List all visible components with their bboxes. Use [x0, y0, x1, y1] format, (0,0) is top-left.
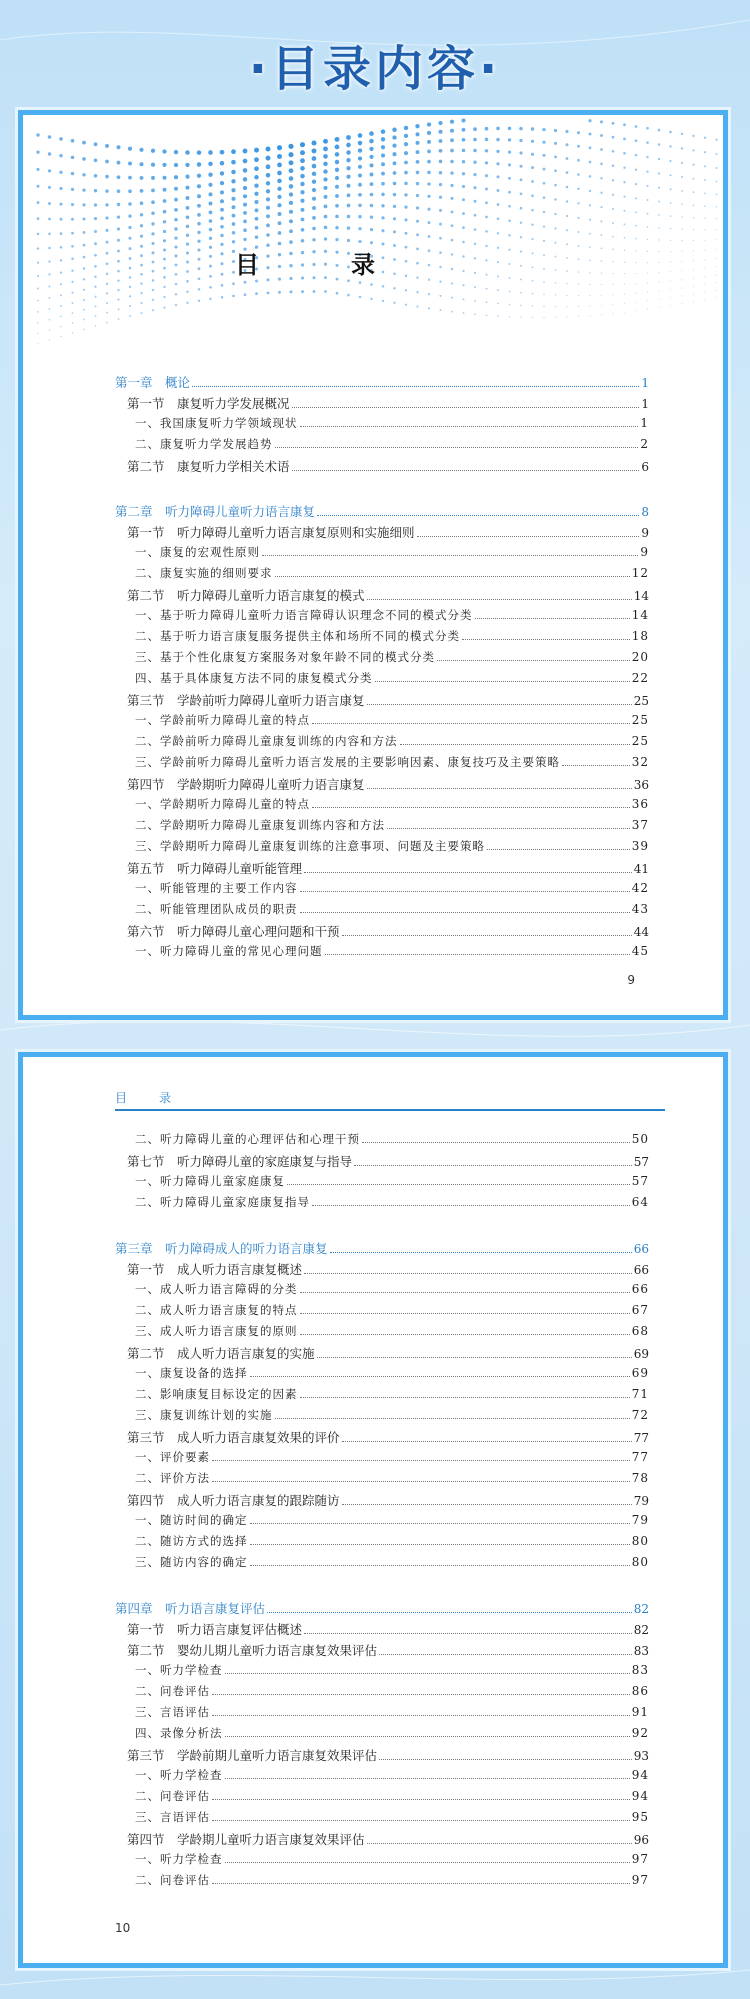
dot-leader [212, 1460, 630, 1461]
toc-entry-title: 一、康复的宏观性原则 [135, 545, 260, 559]
toc-entry-title: 二、评价方法 [135, 1471, 210, 1485]
toc-entry-title: 三、言语评估 [135, 1705, 210, 1719]
toc-item-entry[interactable] [115, 607, 649, 628]
toc-entry-title: 一、听力学检查 [135, 1768, 223, 1782]
dot-leader [225, 1778, 630, 1779]
toc-entry-title: 第五节 听力障碍儿童听能管理 [127, 861, 303, 876]
toc-entry-page: 96 [633, 1833, 649, 1847]
toc-entry-page: 14 [633, 589, 649, 603]
toc-entry-page: 86 [631, 1684, 649, 1698]
toc-entry-page: 68 [631, 1324, 649, 1338]
toc-entry-page: 95 [631, 1810, 649, 1824]
toc-entry-title: 二、影响康复目标设定的因素 [135, 1387, 298, 1401]
dot-leader [367, 704, 632, 705]
toc-entry-title: 二、康复听力学发展趋势 [135, 437, 273, 451]
toc-section-entry[interactable] [115, 523, 649, 544]
toc-entry-page: 39 [631, 839, 649, 853]
toc-entry-title: 一、听能管理的主要工作内容 [135, 881, 298, 895]
toc-item-entry[interactable] [115, 796, 649, 817]
toc-entry-page: 91 [631, 1705, 649, 1719]
toc-entry-title: 第二节 婴幼儿期儿童听力语言康复效果评估 [127, 1643, 378, 1658]
dot-leader [342, 935, 632, 936]
toc-entry-title: 四、录像分析法 [135, 1726, 223, 1740]
toc-entry-title: 第一节 听力障碍儿童听力语言康复原则和实施细则 [127, 525, 415, 540]
toc-entry-title: 第二节 康复听力学相关术语 [127, 459, 290, 474]
toc-entry-title: 第三节 学龄前听力障碍儿童听力语言康复 [127, 693, 365, 708]
dot-leader [325, 954, 630, 955]
toc-entry-title: 一、学龄期听力障碍儿童的特点 [135, 797, 310, 811]
toc-entry-page: 66 [631, 1282, 649, 1296]
dot-leader [212, 1715, 630, 1716]
toc-entry-page: 94 [631, 1768, 649, 1782]
toc-item-entry[interactable] [115, 1131, 649, 1152]
dot-leader [292, 407, 640, 408]
toc-chapter-entry[interactable] [115, 502, 649, 523]
toc-entry-page: 43 [631, 902, 649, 916]
toc-item-entry[interactable] [115, 838, 649, 859]
toc-item-entry[interactable] [115, 1302, 649, 1323]
toc-heading: 目 录 [235, 251, 409, 279]
toc-entry-title: 二、听力障碍儿童的心理评估和心理干预 [135, 1132, 360, 1146]
toc-entry-title: 一、康复设备的选择 [135, 1366, 248, 1380]
toc-item-entry[interactable] [115, 901, 649, 922]
toc-chapter-entry[interactable] [115, 1599, 649, 1620]
toc-entry-title: 第四节 学龄期儿童听力语言康复效果评估 [127, 1832, 365, 1847]
toc-entry-page: 78 [631, 1471, 649, 1485]
toc-entry-title: 第四节 成人听力语言康复的跟踪随访 [127, 1493, 340, 1508]
dot-leader [225, 1673, 630, 1674]
toc-entry-page: 97 [631, 1873, 649, 1887]
dot-leader [212, 1481, 630, 1482]
toc-entry-page: 12 [631, 566, 649, 580]
dot-leader [400, 744, 630, 745]
toc-item-entry[interactable] [115, 1851, 649, 1872]
toc-entry-title: 三、随访内容的确定 [135, 1555, 248, 1569]
toc-entry-page: 8 [641, 505, 649, 519]
toc-entry-page: 9 [641, 526, 649, 540]
toc-item-entry[interactable] [115, 754, 649, 775]
toc-spacer [115, 478, 649, 502]
toc-entry-title: 三、成人听力语言康复的原则 [135, 1324, 298, 1338]
toc-entry-page: 1 [641, 397, 649, 411]
toc-section-entry[interactable] [115, 586, 649, 607]
toc-entry-title: 二、问卷评估 [135, 1789, 210, 1803]
toc-item-entry[interactable] [115, 436, 649, 457]
dot-leader [300, 1313, 630, 1314]
toc-item-entry[interactable] [115, 1872, 649, 1893]
dot-leader [300, 891, 630, 892]
dot-leader [379, 1654, 632, 1655]
toc-entry-page: 37 [631, 818, 649, 832]
toc-entry-title: 二、基于听力语言康复服务提供主体和场所不同的模式分类 [135, 629, 460, 643]
toc-entry-page: 6 [641, 460, 649, 474]
dot-leader [300, 426, 639, 427]
toc-entry-title: 第二节 听力障碍儿童听力语言康复的模式 [127, 588, 365, 603]
toc-item-entry[interactable] [115, 943, 649, 964]
toc-item-entry[interactable] [115, 1512, 649, 1533]
toc-entry-page: 77 [631, 1450, 649, 1464]
toc-entry-page: 14 [631, 608, 649, 622]
toc-entry-page: 20 [631, 650, 649, 664]
toc-entry-page: 1 [640, 416, 649, 430]
dot-leader [312, 807, 630, 808]
toc-item-entry[interactable] [115, 1683, 649, 1704]
dot-leader [375, 681, 630, 682]
dot-leader [354, 1165, 632, 1166]
toc-entry-title: 一、我国康复听力学领域现状 [135, 416, 298, 430]
toc-entry-title: 一、听力学检查 [135, 1852, 223, 1866]
toc-entry-title: 一、基于听力障碍儿童听力语言障碍认识理念不同的模式分类 [135, 608, 473, 622]
toc-section-entry[interactable] [115, 1746, 649, 1767]
dot-leader [267, 1612, 632, 1613]
toc-entry-title: 二、听能管理团队成员的职责 [135, 902, 298, 916]
toc-section-entry[interactable] [115, 1428, 649, 1449]
toc-entry-page: 45 [631, 944, 649, 958]
toc-entry-page: 41 [633, 862, 649, 876]
page-number: 9 [627, 973, 635, 987]
toc-section-entry[interactable] [115, 1620, 649, 1641]
toc-entry-page: 42 [631, 881, 649, 895]
toc-entry-page: 92 [631, 1726, 649, 1740]
toc-section-entry[interactable] [115, 1260, 649, 1281]
toc-item-entry[interactable] [115, 1407, 649, 1428]
dot-leader [475, 618, 630, 619]
toc-entry-title: 四、基于具体康复方法不同的康复模式分类 [135, 671, 373, 685]
toc-entry-page: 36 [633, 778, 649, 792]
toc-entry-page: 2 [640, 437, 649, 451]
toc-item-entry[interactable] [115, 733, 649, 754]
toc-entry-page: 71 [631, 1387, 649, 1401]
dot-leader [317, 1357, 632, 1358]
toc-item-entry[interactable] [115, 1470, 649, 1491]
toc-entry-title: 第二章 听力障碍儿童听力语言康复 [115, 504, 316, 519]
dot-leader [275, 447, 639, 448]
running-head: 目 录 [115, 1089, 665, 1111]
toc-entry-title: 二、问卷评估 [135, 1873, 210, 1887]
dot-leader [304, 1633, 632, 1634]
toc-spacer [115, 1575, 649, 1599]
toc-entry-title: 二、随访方式的选择 [135, 1534, 248, 1548]
toc-section-entry[interactable] [115, 859, 649, 880]
dot-leader [312, 1205, 630, 1206]
toc-entry-page: 94 [631, 1789, 649, 1803]
toc-entry-page: 57 [631, 1174, 649, 1188]
dot-leader [487, 849, 630, 850]
dot-leader [250, 1523, 630, 1524]
dot-leader [250, 1376, 630, 1377]
toc-entry-page: 82 [633, 1602, 649, 1616]
dot-leader [342, 1441, 632, 1442]
dot-leader [262, 555, 638, 556]
toc-entry-title: 二、听力障碍儿童家庭康复指导 [135, 1195, 310, 1209]
toc-entry-page: 77 [633, 1431, 649, 1445]
toc-item-entry[interactable] [115, 1809, 649, 1830]
dot-leader [562, 765, 630, 766]
toc-item-entry[interactable] [115, 628, 649, 649]
toc-page-2 [18, 1052, 728, 1968]
toc-section-entry[interactable] [115, 1344, 649, 1365]
toc-entry-title: 第六节 听力障碍儿童心理问题和干预 [127, 924, 340, 939]
toc-entry-page: 25 [631, 734, 649, 748]
toc-entry-title: 第一节 康复听力学发展概况 [127, 396, 290, 411]
dot-leader [275, 1418, 630, 1419]
toc-entry-page: 66 [633, 1242, 649, 1256]
dot-leader [292, 470, 640, 471]
toc-spacer [115, 1215, 649, 1239]
dot-leader [379, 1759, 632, 1760]
toc-entry-title: 一、成人听力语言障碍的分类 [135, 1282, 298, 1296]
dot-leader [212, 1694, 630, 1695]
toc-page-1 [18, 110, 728, 1020]
toc-entry-title: 第七节 听力障碍儿童的家庭康复与指导 [127, 1154, 353, 1169]
toc-entry-title: 三、康复训练计划的实施 [135, 1408, 273, 1422]
dot-leader [437, 660, 630, 661]
dot-leader [212, 1799, 630, 1800]
dot-leader [192, 386, 639, 387]
dot-leader [300, 912, 630, 913]
toc-entry-page: 66 [633, 1263, 649, 1277]
toc-entry-title: 第四节 学龄期听力障碍儿童听力语言康复 [127, 777, 365, 792]
toc-entry-title: 一、学龄前听力障碍儿童的特点 [135, 713, 310, 727]
toc-entry-title: 一、随访时间的确定 [135, 1513, 248, 1527]
toc-entry-title: 一、听力学检查 [135, 1663, 223, 1677]
toc-section-entry[interactable] [115, 1641, 649, 1662]
toc-item-entry[interactable] [115, 1662, 649, 1683]
toc-entry-title: 三、学龄前听力障碍儿童听力语言发展的主要影响因素、康复技巧及主要策略 [135, 755, 560, 769]
toc-chapter-entry[interactable] [115, 373, 649, 394]
dot-leader [287, 1184, 630, 1185]
dot-leader [462, 639, 630, 640]
toc-entry-title: 三、基于个性化康复方案服务对象年龄不同的模式分类 [135, 650, 435, 664]
toc-entry-title: 二、学龄期听力障碍儿童康复训练内容和方法 [135, 818, 385, 832]
toc-entry-title: 二、学龄前听力障碍儿童康复训练的内容和方法 [135, 734, 398, 748]
toc-entry-page: 44 [633, 925, 649, 939]
toc-item-entry[interactable] [115, 1194, 649, 1215]
dot-wave-decoration [23, 115, 723, 355]
dot-leader [250, 1544, 630, 1545]
toc-item-entry[interactable] [115, 1365, 649, 1386]
toc-entry-page: 80 [631, 1555, 649, 1569]
toc-entry-page: 25 [633, 694, 649, 708]
toc-item-entry[interactable] [115, 1281, 649, 1302]
toc-entry-page: 69 [633, 1347, 649, 1361]
dot-leader [312, 723, 630, 724]
toc-entry-page: 69 [631, 1366, 649, 1380]
dot-leader [300, 1334, 630, 1335]
toc-item-entry[interactable] [115, 1449, 649, 1470]
toc-entry-page: 32 [631, 755, 649, 769]
toc-item-entry[interactable] [115, 1788, 649, 1809]
toc-entry-title: 第三节 成人听力语言康复效果的评价 [127, 1430, 340, 1445]
toc-item-entry[interactable] [115, 544, 649, 565]
dot-leader [304, 1273, 632, 1274]
toc-section-entry[interactable] [115, 394, 649, 415]
toc-entry-page: 97 [631, 1852, 649, 1866]
toc-item-entry[interactable] [115, 1554, 649, 1575]
dot-leader [304, 872, 632, 873]
toc-item-entry[interactable] [115, 712, 649, 733]
dot-leader [417, 536, 640, 537]
toc-entry-page: 80 [631, 1534, 649, 1548]
dot-leader [225, 1862, 630, 1863]
toc-entry-title: 一、听力障碍儿童的常见心理问题 [135, 944, 323, 958]
toc-section-entry[interactable] [115, 775, 649, 796]
toc-item-entry[interactable] [115, 817, 649, 838]
dot-leader [367, 599, 632, 600]
toc-section-entry[interactable] [115, 691, 649, 712]
toc-entry-page: 67 [631, 1303, 649, 1317]
dot-leader [387, 828, 630, 829]
toc-entry-page: 79 [633, 1494, 649, 1508]
dot-leader [250, 1565, 630, 1566]
toc-entry-title: 第一节 听力语言康复评估概述 [127, 1622, 303, 1637]
toc-item-entry[interactable] [115, 1767, 649, 1788]
banner-title: ·目录内容· [248, 41, 502, 97]
toc-entry-title: 二、成人听力语言康复的特点 [135, 1303, 298, 1317]
toc-entries [115, 373, 649, 964]
toc-chapter-entry[interactable] [115, 1239, 649, 1260]
dot-leader [317, 515, 639, 516]
toc-item-entry[interactable] [115, 1386, 649, 1407]
toc-entry-page: 1 [641, 376, 649, 390]
dot-leader [367, 1843, 632, 1844]
toc-entry-page: 72 [631, 1408, 649, 1422]
page-number: 10 [115, 1921, 131, 1935]
toc-item-entry[interactable] [115, 415, 649, 436]
toc-item-entry[interactable] [115, 649, 649, 670]
toc-item-entry[interactable] [115, 1533, 649, 1554]
toc-entry-page: 25 [631, 713, 649, 727]
toc-item-entry[interactable] [115, 670, 649, 691]
toc-section-entry[interactable] [115, 1830, 649, 1851]
dot-leader [225, 1736, 630, 1737]
toc-item-entry[interactable] [115, 1173, 649, 1194]
toc-entry-title: 三、言语评估 [135, 1810, 210, 1824]
toc-entry-page: 83 [633, 1644, 649, 1658]
dot-leader [300, 1292, 630, 1293]
toc-item-entry[interactable] [115, 565, 649, 586]
toc-entry-page: 79 [631, 1513, 649, 1527]
toc-entry-page: 50 [631, 1132, 649, 1146]
dot-leader [212, 1820, 630, 1821]
toc-entry-title: 第四章 听力语言康复评估 [115, 1601, 266, 1616]
toc-section-entry[interactable] [115, 922, 649, 943]
toc-entry-page: 22 [631, 671, 649, 685]
toc-entries [115, 1131, 649, 1893]
toc-entry-title: 二、问卷评估 [135, 1684, 210, 1698]
dot-leader [362, 1142, 630, 1143]
toc-entry-title: 第二节 成人听力语言康复的实施 [127, 1346, 315, 1361]
toc-entry-title: 第一节 成人听力语言康复概述 [127, 1262, 303, 1277]
toc-entry-page: 93 [633, 1749, 649, 1763]
toc-entry-title: 二、康复实施的细则要求 [135, 566, 273, 580]
dot-leader [330, 1252, 632, 1253]
toc-item-entry[interactable] [115, 1704, 649, 1725]
toc-section-entry[interactable] [115, 1152, 649, 1173]
toc-entry-title: 第一章 概论 [115, 375, 191, 390]
toc-entry-page: 64 [631, 1195, 649, 1209]
dot-leader [367, 788, 632, 789]
toc-item-entry[interactable] [115, 1725, 649, 1746]
toc-entry-title: 第三章 听力障碍成人的听力语言康复 [115, 1241, 328, 1256]
toc-entry-title: 第三节 学龄前期儿童听力语言康复效果评估 [127, 1748, 378, 1763]
toc-entry-page: 83 [631, 1663, 649, 1677]
toc-item-entry[interactable] [115, 880, 649, 901]
toc-entry-page: 9 [640, 545, 649, 559]
dot-leader [212, 1883, 630, 1884]
toc-entry-page: 82 [633, 1623, 649, 1637]
toc-entry-page: 18 [631, 629, 649, 643]
toc-item-entry[interactable] [115, 1323, 649, 1344]
toc-entry-title: 一、听力障碍儿童家庭康复 [135, 1174, 285, 1188]
toc-entry-page: 36 [631, 797, 649, 811]
dot-leader [275, 576, 630, 577]
toc-entry-title: 一、评价要素 [135, 1450, 210, 1464]
toc-entry-title: 三、学龄期听力障碍儿童康复训练的注意事项、问题及主要策略 [135, 839, 485, 853]
toc-section-entry[interactable] [115, 457, 649, 478]
dot-leader [342, 1504, 632, 1505]
dot-leader [300, 1397, 630, 1398]
toc-entry-page: 57 [633, 1155, 649, 1169]
toc-section-entry[interactable] [115, 1491, 649, 1512]
